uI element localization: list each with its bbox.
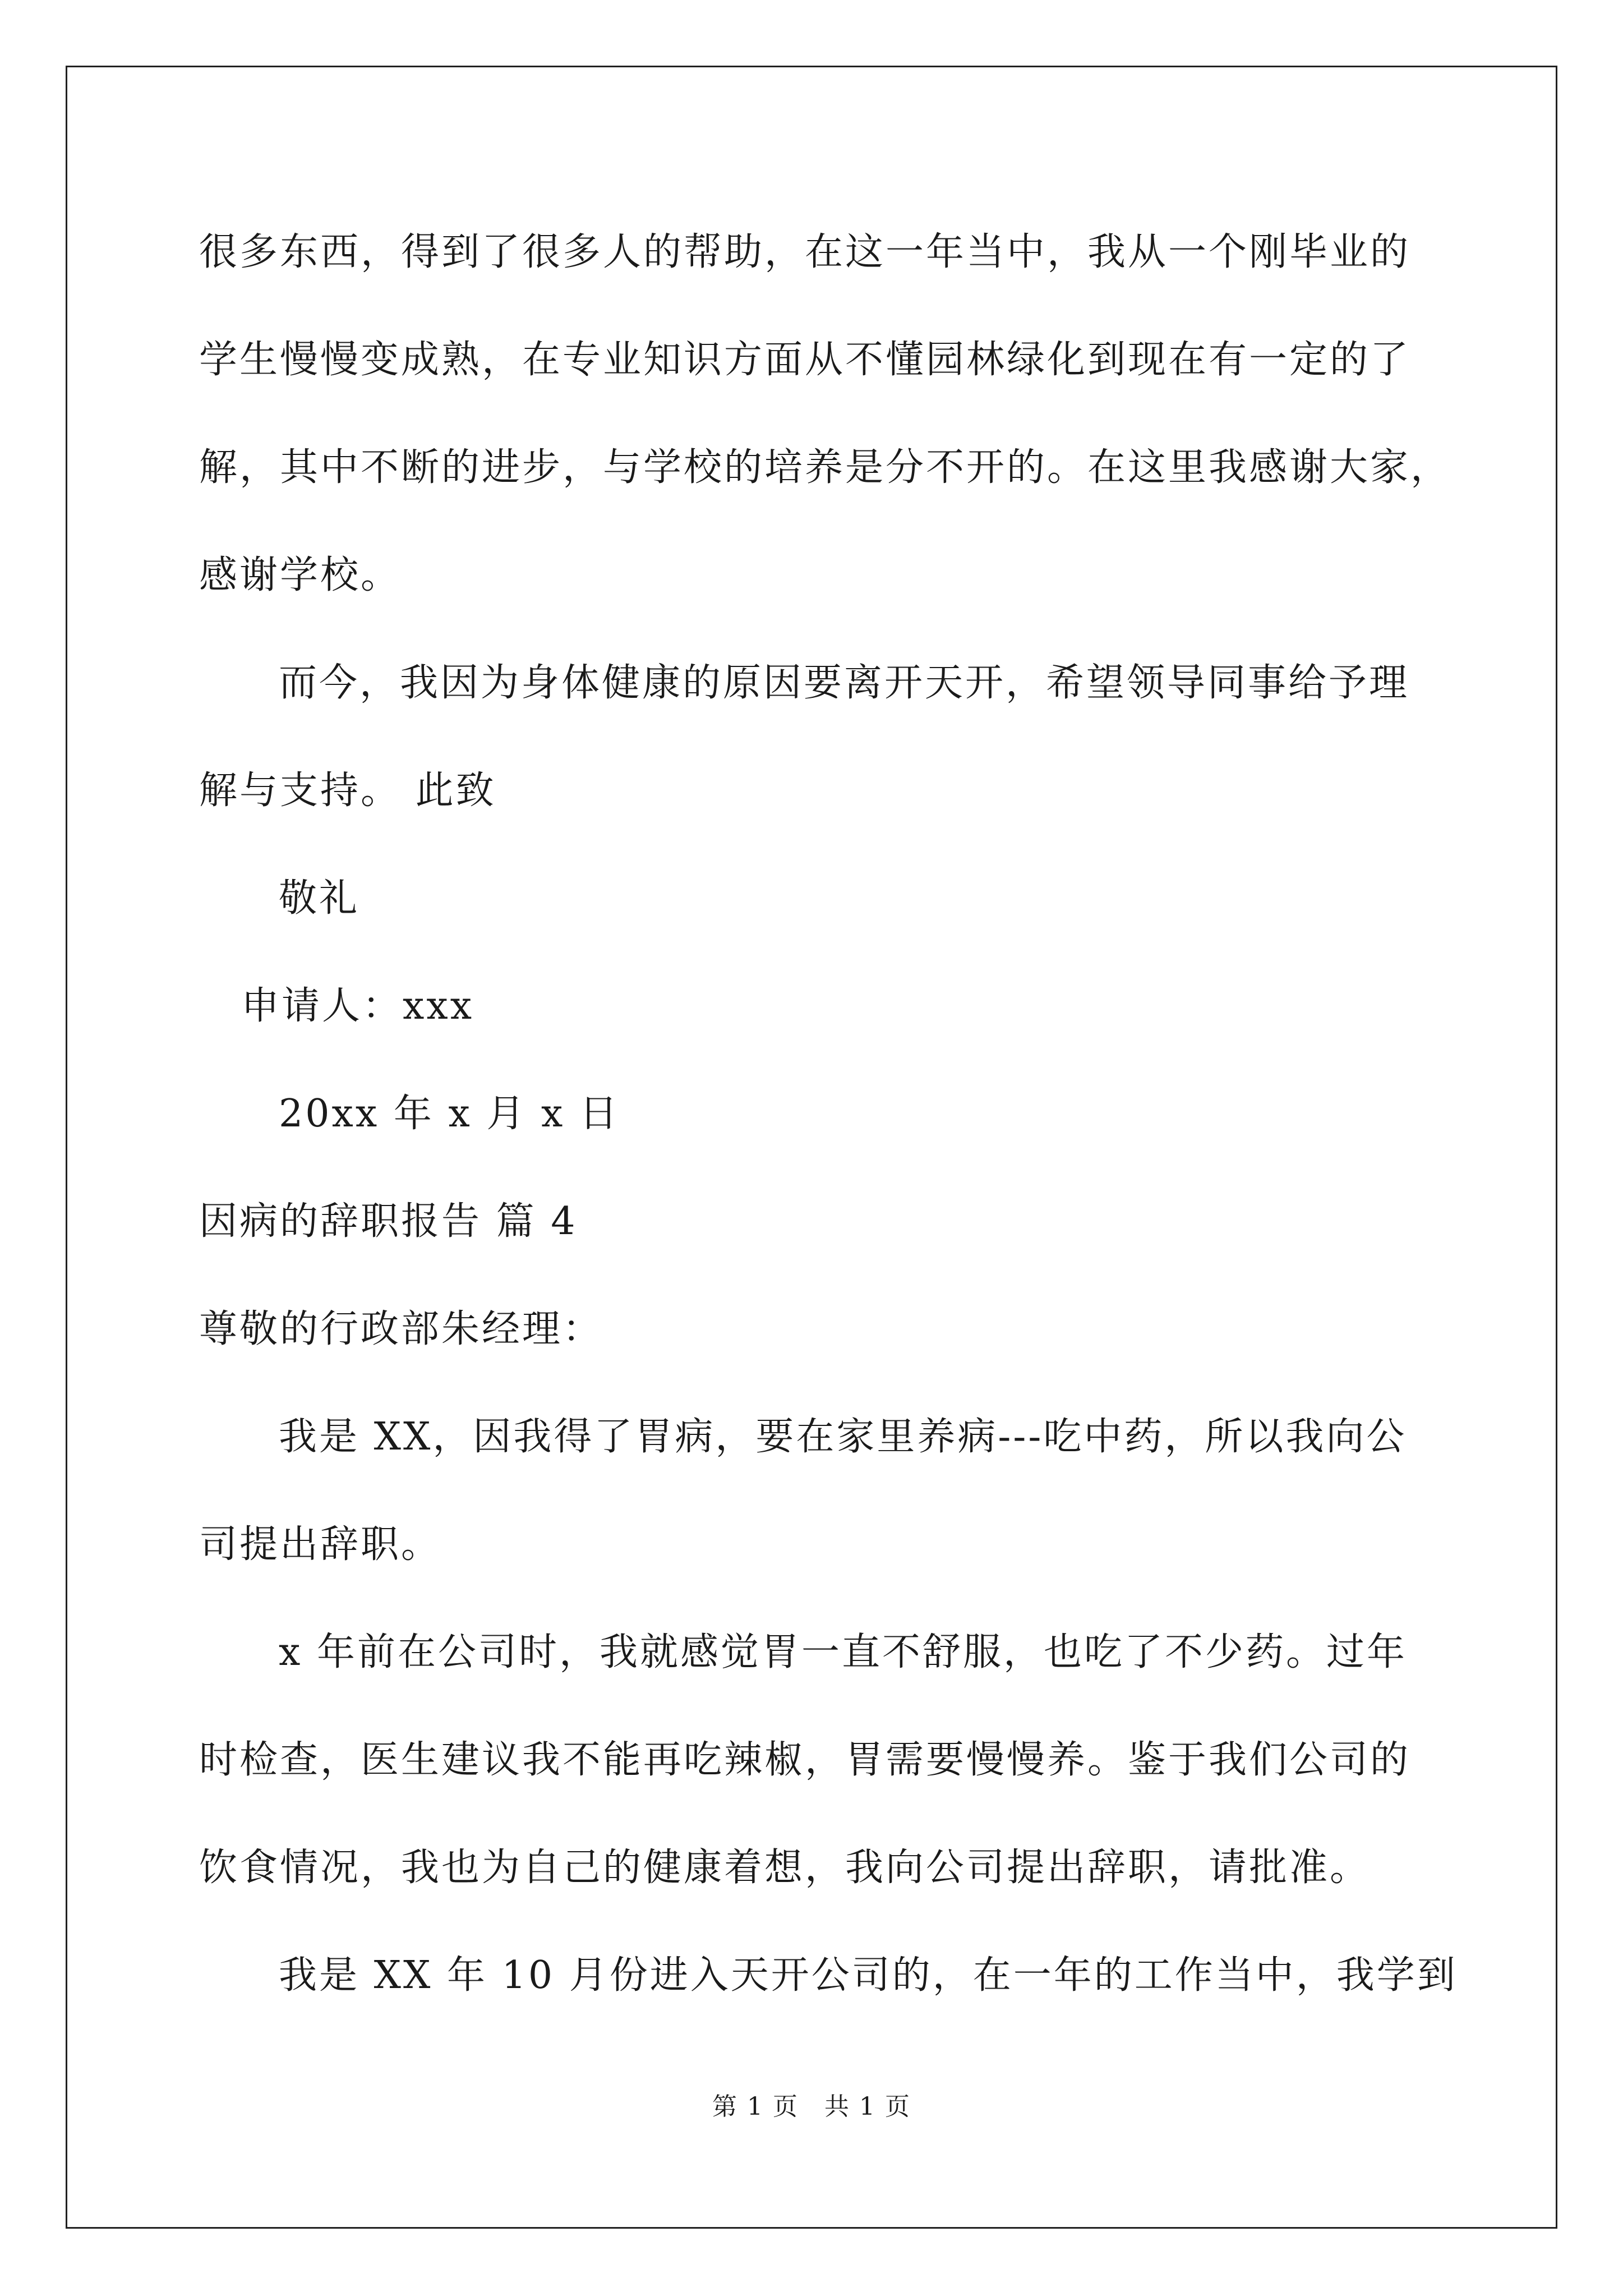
body-text-line: 很多东西，得到了很多人的帮助，在这一年当中，我从一个刚毕业的 [199,230,1411,274]
page-border [66,66,1557,2229]
body-text-line: x 年前在公司时，我就感觉胃一直不舒服，也吃了不少药。过年 [279,1630,1407,1674]
body-text-line: 我是 XX，因我得了胃病，要在家里养病---吃中药，所以我向公 [279,1415,1407,1459]
closing-salutation: 敬礼 [279,876,360,921]
body-text-line: 时检查，医生建议我不能再吃辣椒，胃需要慢慢养。鉴于我们公司的 [199,1738,1411,1782]
section-heading: 因病的辞职报告 篇 4 [199,1199,578,1244]
letter-greeting: 尊敬的行政部朱经理： [199,1307,603,1351]
body-text-line: 我是 XX 年 10 月份进入天开公司的，在一年的工作当中，我学到 [279,1953,1458,1998]
body-text-line: 感谢学校。 [199,553,402,597]
body-text-line: 解，其中不断的进步，与学校的培养是分不开的。在这里我感谢大家， [199,445,1451,490]
page-number-footer: 第 1 页 共 1 页 [712,2092,911,2121]
body-text-line: 而今，我因为身体健康的原因要离开天开，希望领导同事给予理 [279,661,1410,705]
body-text-line: 学生慢慢变成熟，在专业知识方面从不懂园林绿化到现在有一定的了 [199,338,1411,382]
body-text-line: 解与支持。 此致 [199,769,496,813]
letter-date: 20xx 年 x 月 x 日 [279,1092,620,1136]
applicant-signature: 申请人：xxx [241,984,474,1028]
body-text-line: 饮食情况，我也为自己的健康着想，我向公司提出辞职，请批准。 [199,1846,1371,1890]
body-text-line: 司提出辞职。 [199,1522,442,1567]
